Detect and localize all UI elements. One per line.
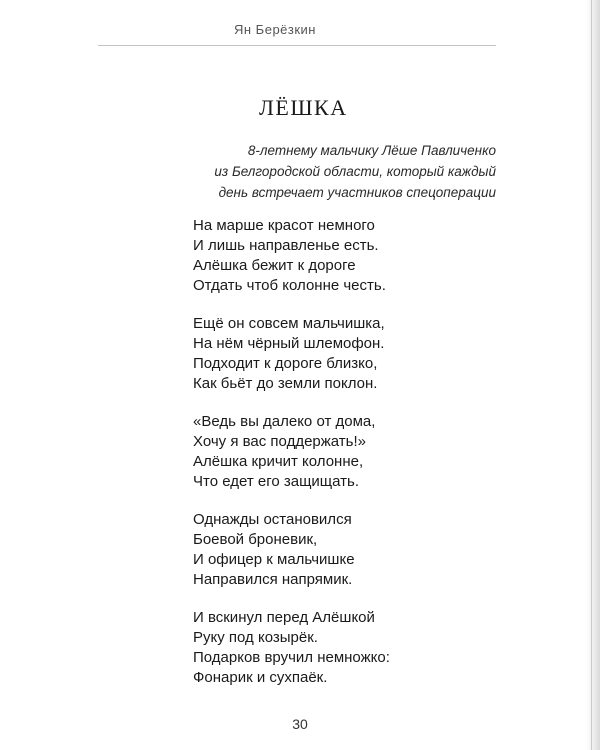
poem-line: «Ведь вы далеко от дома,: [193, 413, 376, 430]
stanza: [193, 510, 390, 590]
poem-line: На марше красот немного: [193, 217, 375, 234]
dedication-line: из Белгородской области, который каждый: [214, 164, 496, 179]
poem-line: Подарков вручил немножко:: [193, 649, 390, 666]
poem-line: И лишь направленье есть.: [193, 237, 379, 254]
poem-line: Подходит к дороге близко,: [193, 355, 378, 372]
dedication: [214, 140, 496, 203]
poem-line: Хочу я вас поддержать!»: [193, 433, 366, 450]
stanza: [193, 608, 390, 688]
poem-line: Ещё он совсем мальчишка,: [193, 315, 385, 332]
running-header-author: Ян Берёзкин: [234, 22, 316, 37]
page-edge-shadow: [586, 0, 600, 750]
poem-line: Отдать чтоб колонне честь.: [193, 277, 386, 294]
poem-line: Алёшка кричит колонне,: [193, 453, 364, 470]
dedication-line: день встречает участников спецоперации: [218, 185, 496, 200]
stanza: [193, 412, 390, 492]
stanza: [193, 314, 390, 394]
stanza: [193, 216, 390, 296]
poem-line: Что едет его защищать.: [193, 473, 359, 490]
poem-line: И вскинул перед Алёшкой: [193, 609, 375, 626]
poem-line: Направился напрямик.: [193, 571, 353, 588]
poem-title: ЛЁШКА: [259, 95, 348, 120]
page-number: 30: [292, 716, 308, 732]
poem-line: Алёшка бежит к дороге: [193, 257, 356, 274]
poem-line: Боевой броневик,: [193, 531, 318, 548]
poem-body: [193, 216, 390, 706]
poem-line: На нём чёрный шлемофон.: [193, 335, 385, 352]
poem-line: Как бьёт до земли поклон.: [193, 375, 378, 392]
poem-line: И офицер к мальчишке: [193, 551, 355, 568]
page-edge-line: [591, 0, 592, 750]
poem-line: Фонарик и сухпаёк.: [193, 669, 328, 686]
poem-line: Однажды остановился: [193, 511, 352, 528]
poem-line: Руку под козырёк.: [193, 629, 318, 646]
header-rule: [98, 45, 496, 46]
dedication-line: 8-летнему мальчику Лёше Павличенко: [247, 143, 496, 158]
